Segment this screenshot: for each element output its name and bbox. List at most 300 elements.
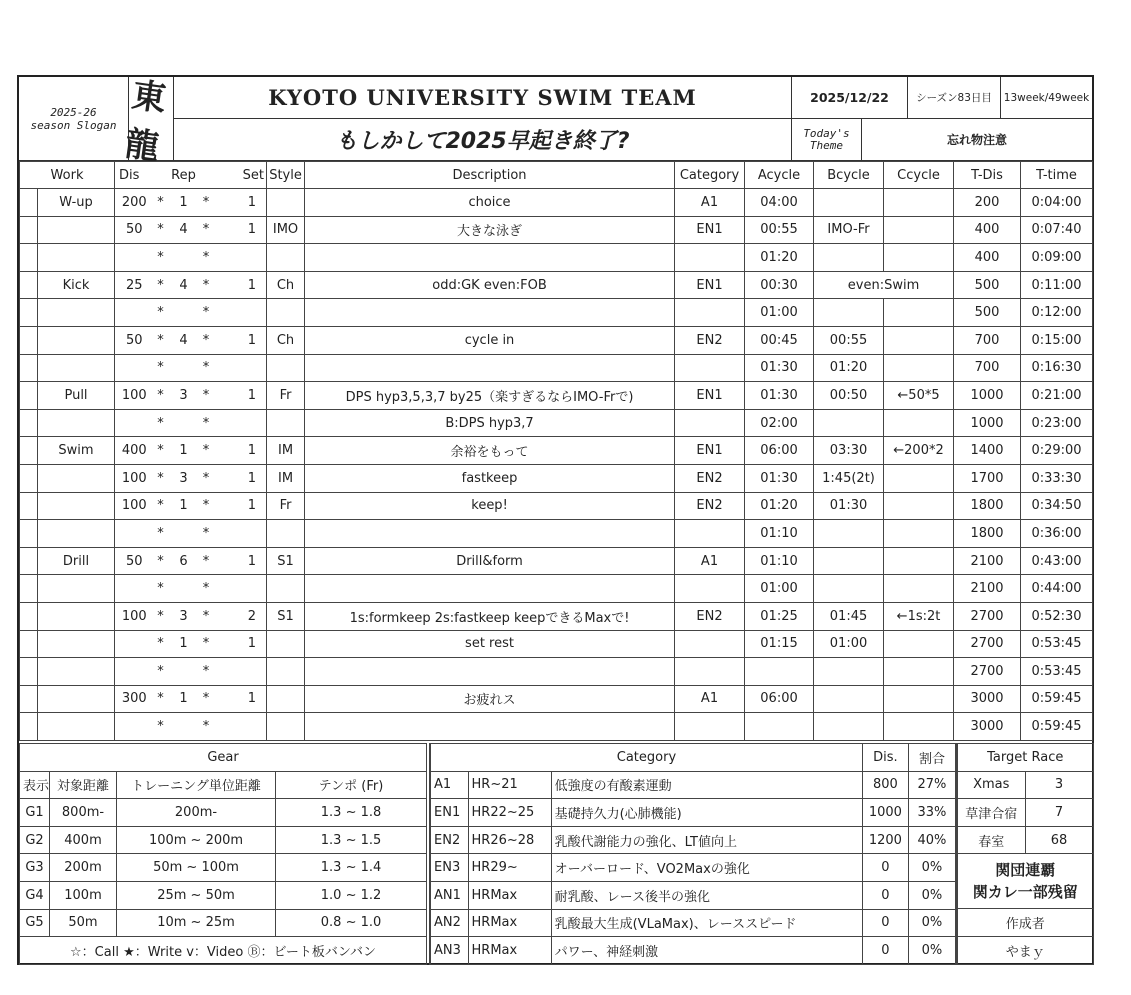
times-sign: * (154, 492, 168, 520)
times-sign: * (154, 216, 168, 244)
col-work: Work (20, 162, 115, 189)
times-sign: * (154, 630, 168, 658)
category-row (430, 937, 956, 965)
menu-row (20, 409, 1093, 437)
category-ratio-header: 割合 (908, 744, 955, 772)
acycle-cell: 01:25 (745, 602, 814, 630)
rep-cell: 6 (168, 547, 200, 575)
description-cell: set rest (305, 630, 675, 658)
tdis-cell: 1700 (954, 464, 1021, 492)
menu-row (20, 326, 1093, 354)
rep-cell (168, 409, 200, 437)
gear-code: G4 (20, 881, 50, 909)
category-cell (675, 244, 745, 272)
times-sign: * (154, 713, 168, 741)
dis-cell (115, 575, 154, 603)
ccycle-cell (884, 299, 954, 327)
col-rep: Rep (168, 162, 200, 189)
dis-cell: 25 (115, 271, 154, 299)
week-counter: 13week/49week (1003, 91, 1090, 104)
gear-unit: 10m ~ 25m (117, 909, 276, 937)
bcycle-cell: 01:00 (814, 630, 884, 658)
tdis-cell: 700 (954, 354, 1021, 382)
category-row (430, 771, 956, 799)
ttime-cell: 0:16:30 (1021, 354, 1093, 382)
times-sign: * (200, 437, 213, 465)
work-cell (38, 326, 115, 354)
cat-hr: HR29~ (468, 854, 551, 882)
category-dis-header: Dis. (862, 744, 908, 772)
menu-row (20, 216, 1093, 244)
set-cell (213, 658, 267, 686)
times-sign: * (200, 382, 213, 410)
cat-hr: HR~21 (468, 771, 551, 799)
menu-row (20, 520, 1093, 548)
gear-table (19, 743, 427, 965)
description-cell: 大きな泳ぎ (305, 216, 675, 244)
rep-cell: 1 (168, 685, 200, 713)
rep-cell (168, 520, 200, 548)
dis-cell (115, 713, 154, 741)
practice-date: 2025/12/22 (810, 90, 889, 105)
acycle-cell: 01:30 (745, 382, 814, 410)
set-cell: 1 (213, 216, 267, 244)
col-dis: Dis (115, 162, 154, 189)
legend: ☆：Call ★：Write v：Video Ⓑ：ビート板バンバン (20, 937, 427, 965)
style-cell (267, 685, 305, 713)
rep-cell: 4 (168, 326, 200, 354)
slogan-label: season Slogan (30, 118, 117, 132)
tdis-cell: 3000 (954, 713, 1021, 741)
description-cell: 余裕をもって (305, 437, 675, 465)
style-cell: Fr (267, 382, 305, 410)
category-row (430, 881, 956, 909)
menu-header-row (20, 162, 1093, 189)
category-cell: A1 (675, 685, 745, 713)
acycle-cell: 01:20 (745, 244, 814, 272)
work-cell: Kick (38, 271, 115, 299)
gear-row (20, 826, 427, 854)
rep-cell: 1 (168, 437, 200, 465)
bcycle-cell: 00:50 (814, 382, 884, 410)
rep-cell (168, 244, 200, 272)
set-cell: 1 (213, 271, 267, 299)
team-name: KYOTO UNIVERSITY SWIM TEAM (268, 85, 697, 110)
rep-cell (168, 575, 200, 603)
rep-cell: 4 (168, 216, 200, 244)
set-cell: 1 (213, 326, 267, 354)
bcycle-cell (814, 713, 884, 741)
gear-target: 50m (50, 909, 117, 937)
gear-h-unit: トレーニング単位距離 (117, 771, 276, 799)
dis-cell: 300 (115, 685, 154, 713)
ttime-cell: 0:44:00 (1021, 575, 1093, 603)
bcycle-cell (814, 244, 884, 272)
work-cell (38, 575, 115, 603)
race-row (957, 799, 1093, 827)
set-cell: 1 (213, 382, 267, 410)
menu-row (20, 464, 1093, 492)
times-sign: * (200, 244, 213, 272)
description-cell (305, 575, 675, 603)
cat-hr: HRMax (468, 909, 551, 937)
ttime-cell: 0:23:00 (1021, 409, 1093, 437)
tdis-cell: 400 (954, 216, 1021, 244)
row-marker (20, 437, 38, 465)
description-cell: choice (305, 189, 675, 217)
gear-target: 100m (50, 881, 117, 909)
acycle-cell (745, 658, 814, 686)
menu-row (20, 547, 1093, 575)
cat-desc: パワー、神経刺激 (551, 937, 862, 965)
ttime-cell: 0:59:45 (1021, 685, 1093, 713)
cat-code: EN1 (430, 799, 468, 827)
bcycle-cell (814, 189, 884, 217)
menu-row (20, 437, 1093, 465)
category-cell: EN2 (675, 464, 745, 492)
style-cell: IMO (267, 216, 305, 244)
col-style: Style (267, 162, 305, 189)
style-cell (267, 575, 305, 603)
work-cell (38, 713, 115, 741)
description-cell: 1s:formkeep 2s:fastkeep keepできるMaxで! (305, 602, 675, 630)
style-cell: S1 (267, 602, 305, 630)
row-marker (20, 685, 38, 713)
menu-row (20, 244, 1093, 272)
set-cell: 2 (213, 602, 267, 630)
description-cell (305, 354, 675, 382)
category-cell: A1 (675, 189, 745, 217)
style-cell (267, 630, 305, 658)
menu-row (20, 189, 1093, 217)
description-cell: B:DPS hyp3,7 (305, 409, 675, 437)
bcycle-cell: IMO-Fr (814, 216, 884, 244)
gear-row (20, 909, 427, 937)
target-race-table (956, 743, 1094, 965)
acycle-cell: 01:15 (745, 630, 814, 658)
ccycle-cell: ←1s:2t (884, 602, 954, 630)
work-cell (38, 520, 115, 548)
style-cell (267, 189, 305, 217)
cat-desc: 耐乳酸、レース後半の強化 (551, 881, 862, 909)
cat-desc: オーバーロード、VO2Maxの強化 (551, 854, 862, 882)
work-cell (38, 492, 115, 520)
date-box (792, 77, 908, 119)
style-cell: S1 (267, 547, 305, 575)
acycle-cell: 01:30 (745, 464, 814, 492)
goal-1: 関団連覇 (995, 861, 1056, 880)
work-cell (38, 409, 115, 437)
cat-ratio: 0% (908, 909, 955, 937)
bcycle-cell: 1:45(2t) (814, 464, 884, 492)
work-cell: Drill (38, 547, 115, 575)
set-cell: 1 (213, 464, 267, 492)
rep-cell: 3 (168, 382, 200, 410)
cat-ratio: 40% (908, 826, 955, 854)
row-marker (20, 602, 38, 630)
menu-row (20, 658, 1093, 686)
set-cell (213, 575, 267, 603)
col-ccycle: Ccycle (884, 162, 954, 189)
menu-row (20, 354, 1093, 382)
description-cell: お疲れス (305, 685, 675, 713)
set-cell (213, 299, 267, 327)
set-cell: 1 (213, 685, 267, 713)
gear-target: 400m (50, 826, 117, 854)
race-name: 春室 (957, 826, 1025, 854)
style-cell (267, 409, 305, 437)
category-row (430, 854, 956, 882)
bc-cycle-merged-cell: even:Swim (814, 271, 954, 299)
category-title: Category (430, 744, 862, 772)
times-sign: * (200, 658, 213, 686)
cat-dis: 0 (862, 881, 908, 909)
category-cell (675, 299, 745, 327)
acycle-cell: 00:30 (745, 271, 814, 299)
work-cell (38, 299, 115, 327)
rep-cell: 1 (168, 492, 200, 520)
bcycle-cell: 01:45 (814, 602, 884, 630)
ccycle-cell (884, 354, 954, 382)
dis-cell: 400 (115, 437, 154, 465)
times-sign: * (154, 575, 168, 603)
work-cell (38, 244, 115, 272)
times-sign: * (154, 437, 168, 465)
tdis-cell: 400 (954, 244, 1021, 272)
ttime-cell: 0:21:00 (1021, 382, 1093, 410)
slogan-box (174, 119, 792, 161)
set-cell (213, 244, 267, 272)
set-cell: 1 (213, 437, 267, 465)
target-race-title: Target Race (957, 744, 1093, 772)
tdis-cell: 1800 (954, 520, 1021, 548)
times-sign: * (154, 189, 168, 217)
race-days: 68 (1025, 826, 1093, 854)
gear-row (20, 881, 427, 909)
category-cell: EN2 (675, 602, 745, 630)
dis-cell: 200 (115, 189, 154, 217)
ttime-cell: 0:33:30 (1021, 464, 1093, 492)
col-bcycle: Bcycle (814, 162, 884, 189)
row-marker (20, 464, 38, 492)
ttime-cell: 0:07:40 (1021, 216, 1093, 244)
slogan-year-box (19, 77, 129, 161)
times-sign: * (154, 382, 168, 410)
col-category: Category (675, 162, 745, 189)
theme-label-box (792, 119, 862, 161)
category-cell: EN1 (675, 382, 745, 410)
ccycle-cell (884, 685, 954, 713)
category-cell: A1 (675, 547, 745, 575)
tdis-cell: 1000 (954, 409, 1021, 437)
row-marker (20, 216, 38, 244)
acycle-cell: 01:10 (745, 547, 814, 575)
row-marker (20, 630, 38, 658)
todays-theme: 忘れ物注意 (946, 133, 1007, 147)
row-marker (20, 658, 38, 686)
ccycle-cell (884, 630, 954, 658)
times-sign: * (154, 520, 168, 548)
cat-dis: 1200 (862, 826, 908, 854)
tdis-cell: 2700 (954, 658, 1021, 686)
style-cell: Ch (267, 271, 305, 299)
times-sign: * (200, 354, 213, 382)
author-name: やまｙ (957, 936, 1093, 964)
menu-row (20, 299, 1093, 327)
row-marker (20, 244, 38, 272)
col-set: Set (213, 162, 267, 189)
author-label: 作成者 (957, 909, 1093, 937)
set-cell: 1 (213, 630, 267, 658)
row-marker (20, 271, 38, 299)
race-name: 草津合宿 (957, 799, 1025, 827)
tdis-cell: 700 (954, 326, 1021, 354)
category-cell (675, 354, 745, 382)
description-cell: DPS hyp3,5,3,7 by25（楽すぎるならIMO-Frで) (305, 382, 675, 410)
row-marker (20, 299, 38, 327)
work-cell (38, 685, 115, 713)
dis-cell (115, 520, 154, 548)
acycle-cell (745, 713, 814, 741)
cat-dis: 0 (862, 909, 908, 937)
rep-cell (168, 299, 200, 327)
season-slogan: もしかして2025早起き終了? (335, 129, 630, 154)
description-cell (305, 713, 675, 741)
ttime-cell: 0:12:00 (1021, 299, 1093, 327)
cat-code: EN3 (430, 854, 468, 882)
style-cell (267, 658, 305, 686)
category-cell (675, 520, 745, 548)
tdis-cell: 2100 (954, 547, 1021, 575)
times-sign: * (200, 216, 213, 244)
ttime-cell: 0:36:00 (1021, 520, 1093, 548)
ttime-cell: 0:59:45 (1021, 713, 1093, 741)
times-sign: * (200, 464, 213, 492)
times-sign: * (200, 685, 213, 713)
ttime-cell: 0:53:45 (1021, 658, 1093, 686)
team-goals (957, 854, 1093, 909)
times-sign: * (154, 658, 168, 686)
ttime-cell: 0:15:00 (1021, 326, 1093, 354)
category-cell (675, 713, 745, 741)
cat-dis: 0 (862, 854, 908, 882)
gear-title: Gear (20, 744, 427, 772)
cat-code: A1 (430, 771, 468, 799)
ccycle-cell (884, 409, 954, 437)
ccycle-cell (884, 216, 954, 244)
acycle-cell: 01:30 (745, 354, 814, 382)
cat-hr: HR26~28 (468, 826, 551, 854)
gear-unit: 100m ~ 200m (117, 826, 276, 854)
cat-desc: 低強度の有酸素運動 (551, 771, 862, 799)
category-row (430, 909, 956, 937)
season-day-box (908, 77, 1001, 119)
bcycle-cell (814, 658, 884, 686)
week-box (1001, 77, 1092, 119)
times-sign: * (154, 271, 168, 299)
style-cell (267, 244, 305, 272)
dis-cell: 50 (115, 216, 154, 244)
work-cell (38, 354, 115, 382)
acycle-cell: 01:10 (745, 520, 814, 548)
cat-code: AN2 (430, 909, 468, 937)
work-cell: W-up (38, 189, 115, 217)
description-cell: odd:GK even:FOB (305, 271, 675, 299)
cat-hr: HR22~25 (468, 799, 551, 827)
row-marker (20, 326, 38, 354)
dis-cell: 100 (115, 492, 154, 520)
times-sign: * (200, 602, 213, 630)
times-sign: * (154, 685, 168, 713)
ccycle-cell (884, 326, 954, 354)
ccycle-cell (884, 547, 954, 575)
cat-dis: 0 (862, 937, 908, 965)
acycle-cell: 00:45 (745, 326, 814, 354)
work-cell: Swim (38, 437, 115, 465)
ccycle-cell: ←200*2 (884, 437, 954, 465)
description-cell (305, 244, 675, 272)
description-cell (305, 658, 675, 686)
gear-code: G1 (20, 799, 50, 827)
menu-row (20, 630, 1093, 658)
gear-target: 200m (50, 854, 117, 882)
tdis-cell: 3000 (954, 685, 1021, 713)
category-cell: EN1 (675, 216, 745, 244)
ccycle-cell (884, 658, 954, 686)
race-days: 7 (1025, 799, 1093, 827)
tdis-cell: 2100 (954, 575, 1021, 603)
category-cell (675, 630, 745, 658)
team-name-box (174, 77, 792, 119)
gear-row (20, 799, 427, 827)
style-cell (267, 299, 305, 327)
set-cell: 1 (213, 189, 267, 217)
ccycle-cell (884, 575, 954, 603)
race-name: Xmas (957, 771, 1025, 799)
set-cell (213, 409, 267, 437)
times-sign: * (200, 520, 213, 548)
acycle-cell: 01:00 (745, 299, 814, 327)
cat-desc: 乳酸最大生成(VLaMax)、レーススピード (551, 909, 862, 937)
ttime-cell: 0:43:00 (1021, 547, 1093, 575)
race-row (957, 771, 1093, 799)
category-cell (675, 575, 745, 603)
acycle-cell: 00:55 (745, 216, 814, 244)
bcycle-cell (814, 547, 884, 575)
category-cell (675, 409, 745, 437)
tdis-cell: 500 (954, 271, 1021, 299)
ccycle-cell (884, 520, 954, 548)
style-cell: Ch (267, 326, 305, 354)
set-cell (213, 520, 267, 548)
theme-box (862, 119, 1092, 161)
logo-box (122, 74, 174, 168)
rep-cell (168, 713, 200, 741)
dis-cell (115, 409, 154, 437)
dis-cell (115, 244, 154, 272)
work-cell (38, 602, 115, 630)
times-sign: * (154, 354, 168, 382)
gear-target: 800m- (50, 799, 117, 827)
rep-cell: 1 (168, 630, 200, 658)
times-sign: * (200, 630, 213, 658)
cat-code: AN1 (430, 881, 468, 909)
acycle-cell: 01:00 (745, 575, 814, 603)
times-sign: * (154, 602, 168, 630)
category-row (430, 826, 956, 854)
bcycle-cell: 00:55 (814, 326, 884, 354)
acycle-cell: 02:00 (745, 409, 814, 437)
